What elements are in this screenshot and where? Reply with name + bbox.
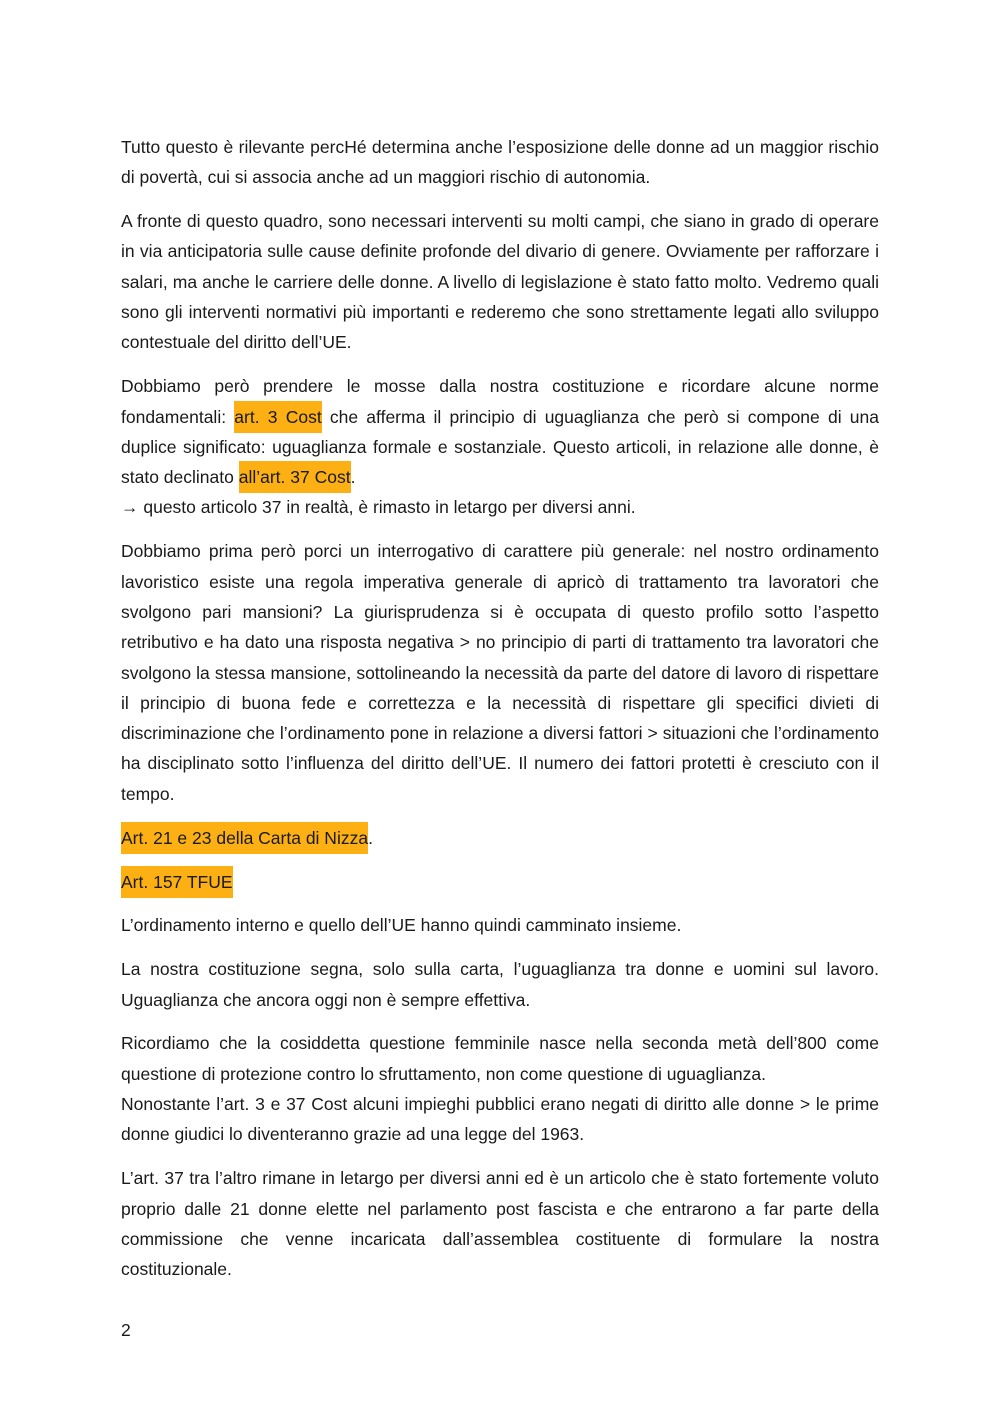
- highlight-art-3-cost: art. 3 Cost: [234, 401, 321, 433]
- document-body: [121, 132, 879, 1298]
- paragraph-3-text-3: .: [350, 467, 356, 488]
- paragraph-3-text-1: Dobbiamo però prendere le mosse dalla nostra costituzione e ricordare alcune norme fondamentali:: [121, 376, 879, 427]
- paragraph-3-arrow-line: → questo articolo 37 in realtà, è rimasto in letargo per diversi anni.: [121, 497, 636, 518]
- paragraph-1: Tutto questo è rilevante percHé determina anche l’esposizione delle donne ad un maggior rischio di povertà, cui si associa anche ad un maggiori rischio di autonomia.: [121, 137, 879, 188]
- highlight-tfue: Art. 157 TFUE: [121, 866, 233, 898]
- paragraph-4: Dobbiamo prima però porci un interrogativo di carattere più generale: nel nostro ordinamento lavoristico esiste una regola imperativa generale di apricò di trattamento tra lavoratori che svolgono pari mansioni? La giurisprudenza si è occupata di questo profilo sotto l’aspetto retributivo e ha dato una risposta negativa > no principio di parti di trattamento tra lavoratori che svolgono la stessa mansione, sottolineando la necessità da parte del datore di lavoro di rispettare il principio di buona fede e correttezza e la necessità di rispettare gli specifici divieti di discriminazione che l’ordinamento pone in relazione a diversi fattori > situazioni che l’ordinamento ha disciplinato sotto l’influenza del diritto dell’UE. Il numero dei fattori protetti è cresciuto con il tempo.: [121, 541, 879, 804]
- paragraph-3: [121, 371, 879, 522]
- paragraph-5-text: .: [368, 827, 373, 848]
- paragraph-9-line-2: Nonostante l’art. 3 e 37 Cost alcuni impieghi pubblici erano negati di diritto alle donne > le prime donne giudici lo diventeranno grazie ad una legge del 1963.: [121, 1094, 879, 1145]
- paragraph-2: A fronte di questo quadro, sono necessari interventi su molti campi, che siano in grado di operare in via anticipatoria sulle cause definite profonde del divario di genere. Ovviamente per rafforzare i salari, ma anche le carriere delle donne. A livello di legislazione è stato fatto molto. Vedremo quali sono gli interventi normativi più importanti e rederemo che sono strettamente legati allo sviluppo contestuale del diritto dell’UE.: [121, 211, 879, 353]
- paragraph-9-line-1: Ricordiamo che la cosiddetta questione femminile nasce nella seconda metà dell’800 come questione di protezione contro lo sfruttamento, non come questione di uguaglianza.: [121, 1033, 879, 1084]
- paragraph-7: L’ordinamento interno e quello dell’UE hanno quindi camminato insieme.: [121, 915, 682, 936]
- highlight-carta-di-nizza: Art. 21 e 23 della Carta di Nizza: [121, 822, 368, 854]
- paragraph-6: [121, 867, 879, 897]
- paragraph-9: [121, 1028, 879, 1149]
- paragraph-10: L’art. 37 tra l’altro rimane in letargo per diversi anni ed è un articolo che è stato fortemente voluto proprio dalle 21 donne elette nel parlamento post fascista e che entrarono a far parte della commissione che venne incaricata dall’assemblea costituente di formulare la nostra costituzionale.: [121, 1168, 879, 1280]
- page-number: 2: [121, 1320, 131, 1340]
- paragraph-5: [121, 823, 879, 853]
- highlight-art-37-cost: all’art. 37 Cost: [239, 461, 351, 493]
- paragraph-3-text-2: che afferma il principio di uguaglianza che però si compone di una duplice significato: uguaglianza formale e sostanziale. Questo articoli, in relazione alle donne, è stato declinato: [121, 406, 879, 488]
- paragraph-8: La nostra costituzione segna, solo sulla carta, l’uguaglianza tra donne e uomini sul lavoro. Uguaglianza che ancora oggi non è sempre effettiva.: [121, 959, 879, 1010]
